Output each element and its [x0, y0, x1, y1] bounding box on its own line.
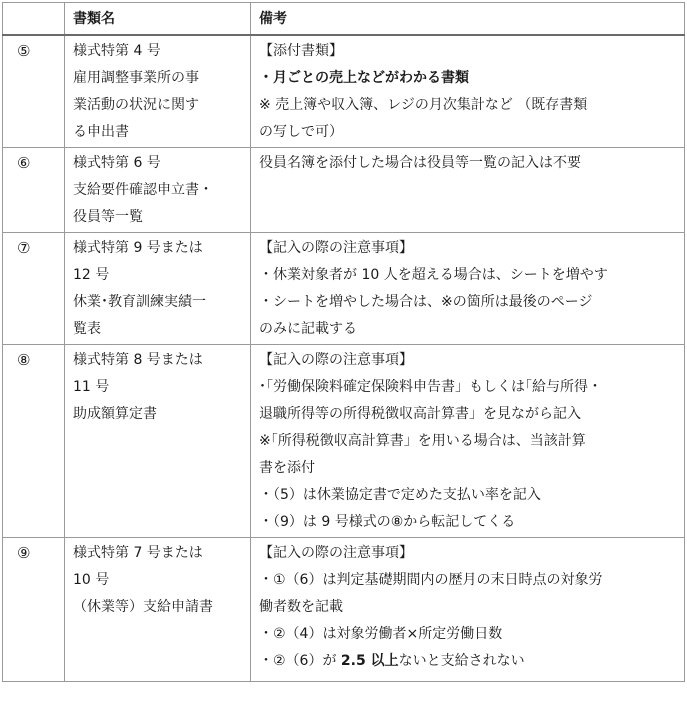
name-line: 休業･教育訓練実績一 — [73, 294, 206, 310]
row-number: ⑥ — [3, 148, 65, 233]
note-line: のみに記載する — [259, 321, 357, 337]
name-line: （休業等）支給申請書 — [73, 599, 213, 615]
note-line: ※｢所得税徴収高計算書」を用いる場合は、当該計算 — [259, 433, 586, 449]
remarks-cell — [251, 538, 685, 682]
note-line: ・シートを増やした場合は、※の箇所は最後のページ — [259, 294, 593, 310]
row-number: ⑧ — [3, 345, 65, 538]
row-number: ⑤ — [3, 35, 65, 148]
note-line: ・②（4）は対象労働者×所定労働日数 — [259, 626, 503, 642]
remarks-cell — [251, 345, 685, 538]
table-row — [3, 538, 685, 682]
header-number — [3, 3, 65, 36]
note-line: 【記入の際の注意事項】 — [259, 352, 413, 368]
name-line: 業活動の状況に関す — [73, 97, 199, 113]
remarks-cell — [251, 233, 685, 345]
note-line: 退職所得等の所得税徴収高計算書」を見ながら記入 — [259, 406, 581, 422]
note-line-mixed — [259, 648, 678, 675]
name-line: 様式特第 8 号または — [73, 352, 203, 368]
table-row — [3, 148, 685, 233]
row-number: ⑨ — [3, 538, 65, 682]
name-line: 11 号 — [73, 379, 110, 395]
note-line-bold: ・月ごとの売上などがわかる書類 — [259, 70, 469, 86]
name-line: 様式特第 9 号または — [73, 240, 203, 256]
document-name-cell — [65, 345, 251, 538]
note-line: ･｢労働保険料確定保険料申告書」もしくは｢給与所得・ — [259, 379, 602, 395]
note-line: 【記入の際の注意事項】 — [259, 545, 413, 561]
name-line: 様式特第 4 号 — [73, 43, 161, 59]
note-line: 【記入の際の注意事項】 — [259, 240, 413, 256]
name-line: 12 号 — [73, 267, 110, 283]
document-name-cell — [65, 538, 251, 682]
note-text: ・②（6）が — [259, 653, 341, 669]
table-row — [3, 345, 685, 538]
name-line: 雇用調整事業所の事 — [73, 70, 199, 86]
note-line: ※ 売上簿や収入簿、レジの月次集計など （既存書類 — [259, 97, 588, 113]
document-name-cell — [65, 233, 251, 345]
name-line: 覧表 — [73, 321, 101, 337]
header-remarks: 備考 — [251, 3, 685, 36]
note-line: 役員名簿を添付した場合は役員等一覧の記入は不要 — [259, 155, 581, 171]
table-row — [3, 233, 685, 345]
note-text: ないと支給されない — [398, 653, 525, 669]
note-line: ・休業対象者が 10 人を超える場合は、シートを増やす — [259, 267, 608, 283]
name-line: 様式特第 6 号 — [73, 155, 161, 171]
note-line: 【添付書類】 — [259, 43, 343, 59]
name-line: 役員等一覧 — [73, 209, 143, 225]
table-row — [3, 35, 685, 148]
name-line: る申出書 — [73, 124, 129, 140]
name-line: 様式特第 7 号または — [73, 545, 203, 561]
header-row — [3, 3, 685, 36]
header-document-name: 書類名 — [65, 3, 251, 36]
remarks-cell — [251, 35, 685, 148]
note-line: ・（9）は 9 号様式の⑧から転記してくる — [259, 514, 516, 530]
name-line: 10 号 — [73, 572, 110, 588]
document-name-cell — [65, 35, 251, 148]
note-line: ・（5）は休業協定書で定めた支払い率を記入 — [259, 487, 541, 503]
document-name-cell — [65, 148, 251, 233]
remarks-cell — [251, 148, 685, 233]
row-number: ⑦ — [3, 233, 65, 345]
note-line: 書を添付 — [259, 460, 315, 476]
note-line: ・①（6）は判定基礎期間内の歴月の末日時点の対象労 — [259, 572, 603, 588]
note-emphasis: 2.5 以上 — [340, 653, 399, 669]
note-line: の写しで可） — [259, 124, 343, 140]
document-table — [2, 2, 685, 682]
name-line: 支給要件確認申立書・ — [73, 182, 213, 198]
name-line: 助成額算定書 — [73, 406, 157, 422]
note-line: 働者数を記載 — [259, 599, 343, 615]
